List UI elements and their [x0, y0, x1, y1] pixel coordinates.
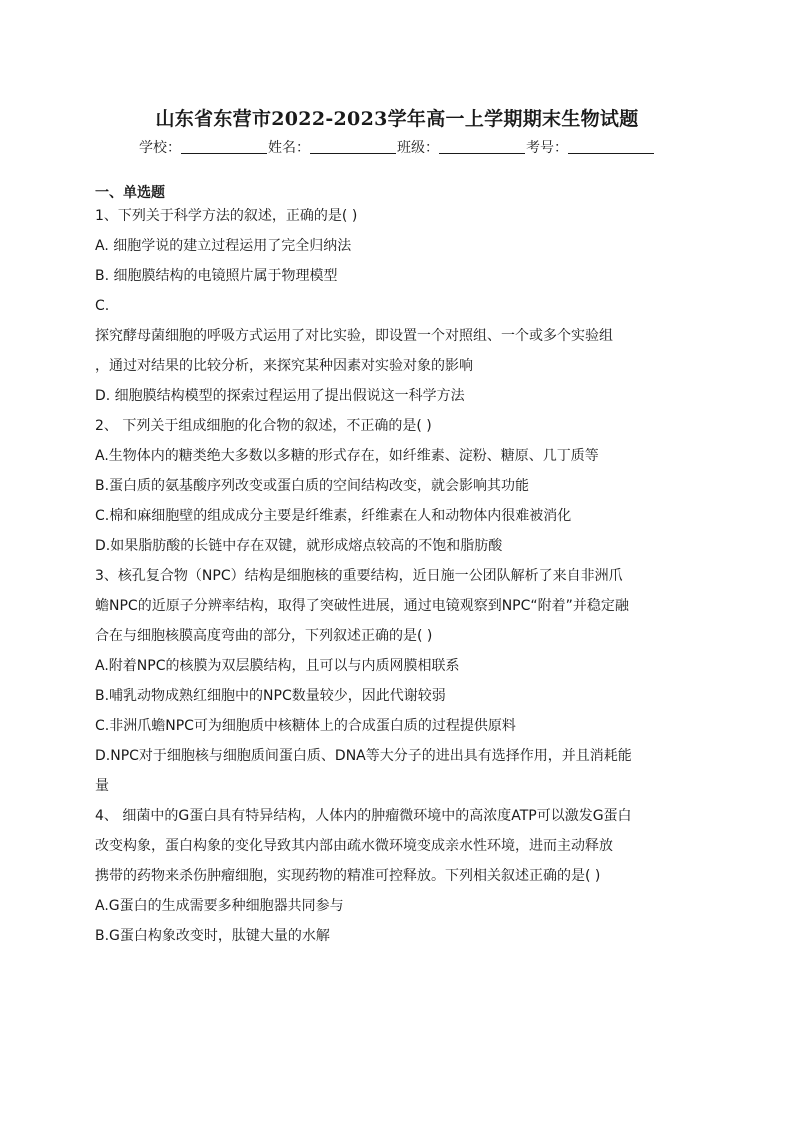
school-blank[interactable] [181, 139, 267, 154]
exam-number-label: 考号： [526, 140, 568, 156]
question-2-option-b: B.蛋白质的氨基酸序列改变或蛋白质的空间结构改变，就会影响其功能 [95, 478, 530, 494]
exam-number-blank[interactable] [568, 139, 654, 154]
question-3-option-d: D.NPC对于细胞核与细胞质间蛋白质、DNA等大分子的进出具有选择作用，并且消耗能 [95, 748, 632, 764]
question-2-option-c: C.棉和麻细胞壁的组成成分主要是纤维素，纤维素在人和动物体内很难被消化 [95, 508, 572, 524]
question-1-option-c-text: 探究酵母菌细胞的呼吸方式运用了对比实验，即设置一个对照组、一个或多个实验组 [95, 328, 613, 344]
name-label: 姓名： [268, 140, 310, 156]
question-1-option-c-label: C. [95, 298, 110, 314]
question-2-option-a: A.生物体内的糖类绝大多数以多糖的形式存在，如纤维素、淀粉、糖原、几丁质等 [95, 448, 599, 464]
student-info-row [0, 137, 794, 157]
question-4-stem: 4、 细菌中的G蛋白具有特异结构，人体内的肿瘤微环境中的高浓度ATP可以激发G蛋白 [95, 808, 632, 824]
question-1-option-d: D. 细胞膜结构模型的探索过程运用了提出假说这一科学方法 [95, 388, 465, 404]
question-3-option-c: C.非洲爪蟾NPC可为细胞质中核糖体上的合成蛋白质的过程提供原料 [95, 718, 516, 734]
question-1-option-c-text-cont: ，通过对结果的比较分析，来探究某种因素对实验对象的影响 [95, 358, 473, 374]
question-1-option-a: A. 细胞学说的建立过程运用了完全归纳法 [95, 238, 352, 254]
name-blank[interactable] [310, 139, 396, 154]
question-4-option-b: B.G蛋白构象改变时，肽键大量的水解 [95, 928, 330, 944]
class-blank[interactable] [439, 139, 525, 154]
question-3-option-b: B.哺乳动物成熟红细胞中的NPC数量较少，因此代谢较弱 [95, 688, 446, 704]
question-1-option-b: B. 细胞膜结构的电镜照片属于物理模型 [95, 268, 338, 284]
question-4-stem-cont-2: 携带的药物来杀伤肿瘤细胞，实现药物的精准可控释放。下列相关叙述正确的是( ) [95, 868, 601, 884]
question-3-stem-cont-2: 合在与细胞核膜高度弯曲的部分，下列叙述正确的是( ) [95, 628, 433, 644]
class-label: 班级： [397, 140, 439, 156]
question-1-stem: 1、下列关于科学方法的叙述，正确的是( ) [95, 208, 358, 224]
school-label: 学校： [139, 140, 181, 156]
question-4-stem-cont-1: 改变构象，蛋白构象的变化导致其内部由疏水微环境变成亲水性环境，进而主动释放 [95, 838, 613, 854]
section-heading: 一、单选题 [95, 185, 165, 201]
question-2-stem: 2、 下列关于组成细胞的化合物的叙述，不正确的是( ) [95, 418, 432, 434]
exam-title: 山东省东营市2022-2023学年高一上学期期末生物试题 [155, 108, 639, 130]
question-3-option-d-cont: 量 [95, 778, 109, 794]
question-4-option-a: A.G蛋白的生成需要多种细胞器共同参与 [95, 898, 344, 914]
question-2-option-d: D.如果脂肪酸的长链中存在双键，就形成熔点较高的不饱和脂肪酸 [95, 538, 503, 554]
question-3-stem-cont-1: 蟾NPC的近原子分辨率结构，取得了突破性进展，通过电镜观察到NPC“附着”并稳定融 [95, 598, 629, 614]
question-list [95, 206, 705, 956]
question-3-option-a: A.附着NPC的核膜为双层膜结构，且可以与内质网膜相联系 [95, 658, 460, 674]
question-3-stem: 3、核孔复合物（NPC）结构是细胞核的重要结构，近日施一公团队解析了来自非洲爪 [95, 568, 623, 584]
